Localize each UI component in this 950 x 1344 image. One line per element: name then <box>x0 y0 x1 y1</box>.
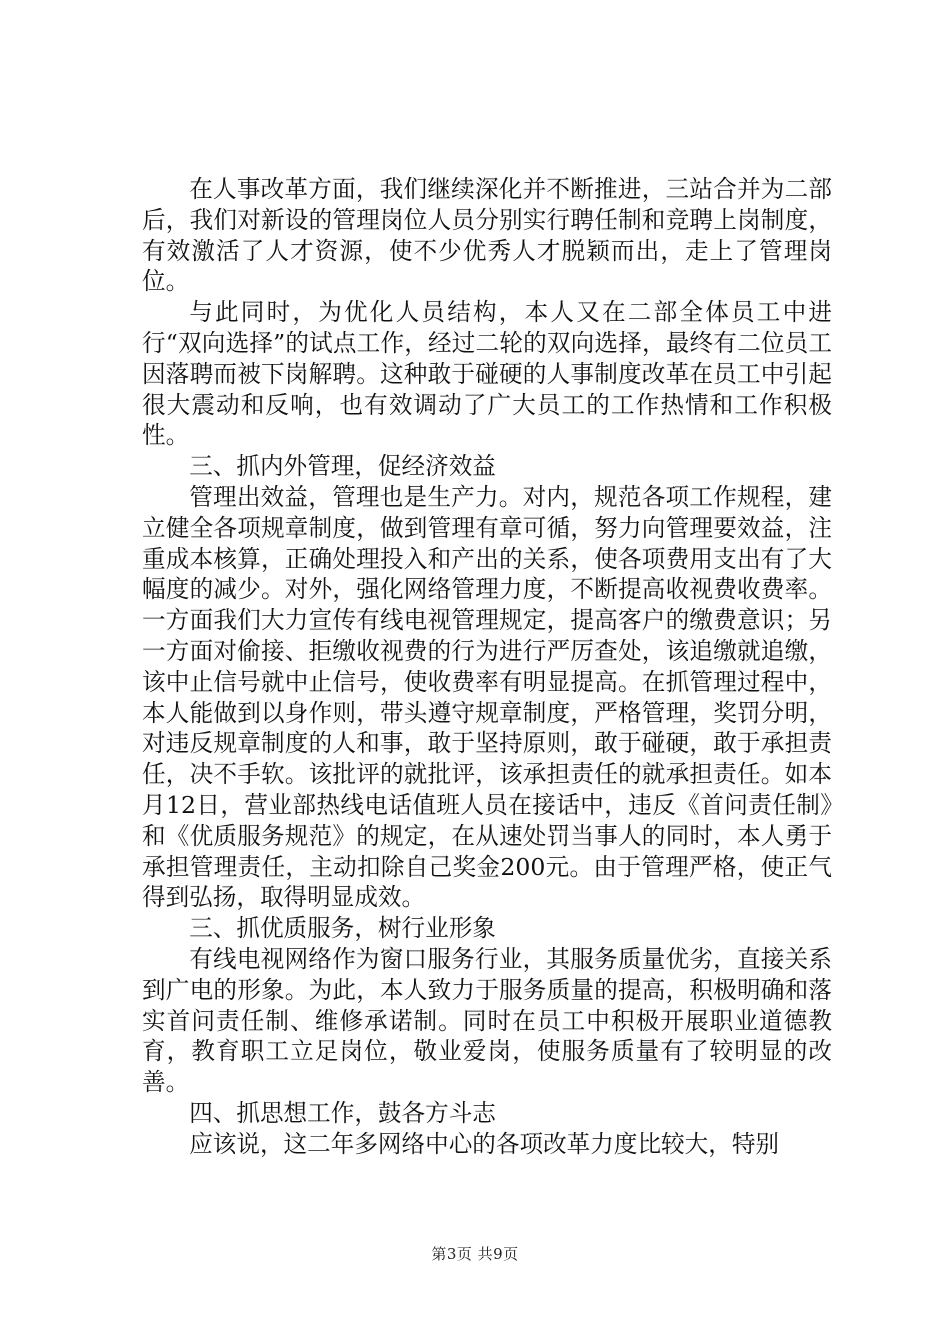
section-heading-service: 三、抓优质服务，树行业形象 <box>189 914 496 943</box>
section-heading-ideology: 四、抓思想工作，鼓各方斗志 <box>189 1098 496 1127</box>
section-heading-management: 三、抓内外管理，促经济效益 <box>189 452 496 481</box>
document-body <box>142 174 832 1160</box>
paragraph-ideology: 应该说，这二年多网络中心的各项改革力度比较大，特别 <box>189 1129 780 1158</box>
paragraph-service: 有线电视网络作为窗口服务行业，其服务质量优劣，直接关系到广电的形象。为此，本人致力于服务质量的提高，积极明确和落实首问责任制、维修承诺制。同时在员工中积极开展职业道德教育，教育职工立足岗位，敬业爱岗，使服务质量有了较明显的改善。 <box>142 944 832 1097</box>
paragraph-personnel-reform: 在人事改革方面，我们继续深化并不断推进，三站合并为二部后，我们对新设的管理岗位人员分别实行聘任制和竞聘上岗制度，有效激活了人才资源，使不少优秀人才脱颖而出，走上了管理岗位。 <box>142 175 832 296</box>
paragraph-management: 管理出效益，管理也是生产力。对内，规范各项工作规程，建立健全各项规章制度，做到管理有章可循，努力向管理要效益，注重成本核算，正确处理投入和产出的关系，使各项费用支出有了大幅度的减少。对外，强化网络管理力度，不断提高收视费收费率。一方面我们大力宣传有线电视管理规定，提高客户的缴费意识；另一方面对偷接、拒缴收视费的行为进行严厉查处，该追缴就追缴，该中止信号就中止信号，使收费率有明显提高。在抓管理过程中，本人能做到以身作则，带头遵守规章制度，严格管理，奖罚分明，对违反规章制度的人和事，敢于坚持原则，敢于碰硬，敢于承担责任，决不手软。该批评的就批评，该承担责任的就承担责任。如本月12日，营业部热线电话值班人员在接话中，违反《首问责任制》和《优质服务规范》的规定，在从速处罚当事人的同时，本人勇于承担管理责任，主动扣除自己奖金200元。由于管理严格，使正气得到弘扬，取得明显成效。 <box>142 482 832 912</box>
paragraph-two-way-selection: 与此同时，为优化人员结构，本人又在二部全体员工中进行“双向选择”的试点工作，经过二轮的双向选择，最终有二位员工因落聘而被下岗解聘。这种敢于碰硬的人事制度改革在员工中引起很大震动和反响，也有效调动了广大员工的工作热情和工作积极性。 <box>142 298 832 450</box>
page-number-footer: 第3页 共9页 <box>431 1245 519 1263</box>
